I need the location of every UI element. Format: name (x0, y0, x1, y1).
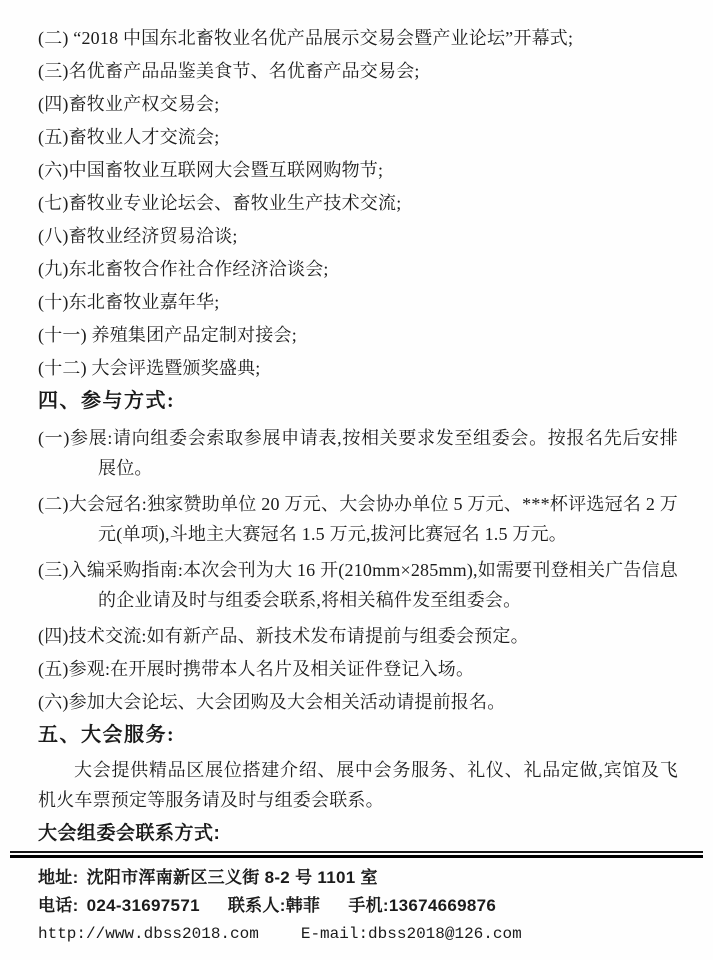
item-text: 参加大会论坛、大会团购及大会相关活动请提前报名。 (68, 692, 506, 712)
item-text: 大会评选暨颁奖盛典; (86, 358, 261, 378)
section-heading-participation: 四、参与方式: (38, 390, 176, 412)
website-url: http://www.dbss2018.com (38, 925, 259, 943)
item-text: 名优畜产品品鉴美食节、名优畜产品交易会; (68, 61, 420, 81)
item-number: (三) (38, 560, 69, 580)
item-number: (三) (38, 61, 69, 81)
item-text: 大会冠名:独家赞助单位 20 万元、大会协办单位 5 万元、***杯评选冠名 2 万元(单项),斗地主大赛冠名 1.5 万元,拔河比赛冠名 1.5 万元。 (68, 494, 678, 544)
item-text: 畜牧业产权交易会; (68, 94, 220, 114)
services-paragraph: 大会提供精品区展位搭建介绍、展中会务服务、礼仪、礼品定做,宾馆及飞机火车票预定等服务请及时与组委会联系。 (38, 760, 678, 810)
list-item (38, 23, 678, 53)
contact-person-label: 联系人: (227, 896, 286, 915)
web-row (38, 920, 678, 948)
address-label: 地址: (38, 868, 79, 887)
list-item (38, 353, 678, 383)
mobile-value: 13674669876 (388, 896, 497, 915)
item-number: (二) (38, 28, 69, 48)
item-number: (五) (38, 659, 69, 679)
phone-value: 024-31697571 (86, 896, 200, 915)
item-number: (二) (38, 494, 69, 514)
item-text: 东北畜牧合作社合作经济洽谈会; (68, 259, 329, 279)
item-text: 畜牧业专业论坛会、畜牧业生产技术交流; (68, 193, 402, 213)
phone-label: 电话: (38, 896, 79, 915)
item-number: (四) (38, 94, 69, 114)
item-number: (十一) (38, 325, 87, 345)
item-text: 东北畜牧业嘉年华; (68, 292, 220, 312)
list-item (38, 56, 678, 86)
item-text: 养殖集团产品定制对接会; (86, 325, 297, 345)
mobile-label: 手机: (348, 896, 389, 915)
list-item (38, 254, 678, 284)
list-item (38, 287, 678, 317)
item-number: (一) (38, 428, 70, 448)
list-item (38, 155, 678, 185)
list-item (38, 489, 678, 549)
item-number: (六) (38, 692, 69, 712)
item-number: (十二) (38, 358, 87, 378)
list-item (38, 221, 678, 251)
item-number: (七) (38, 193, 69, 213)
list-item (38, 122, 678, 152)
item-text: 参观:在开展时携带本人名片及相关证件登记入场。 (68, 659, 475, 679)
item-number: (四) (38, 626, 69, 646)
list-item (38, 320, 678, 350)
item-text: 入编采购指南:本次会刊为大 16 开(210mm×285mm),如需要刊登相关广告信息的企业请及时与组委会联系,将相关稿件发至组委会。 (68, 560, 678, 610)
item-text: 中国畜牧业互联网大会暨互联网购物节; (68, 160, 384, 180)
address-row (38, 864, 678, 892)
list-item (38, 89, 678, 119)
list-item (38, 423, 678, 483)
list-item (38, 687, 678, 717)
address-value: 沈阳市浑南新区三义街 8-2 号 1101 室 (86, 868, 378, 887)
item-text: 畜牧业人才交流会; (68, 127, 220, 147)
list-item (38, 188, 678, 218)
item-number: (五) (38, 127, 69, 147)
phone-row (38, 892, 678, 920)
item-text: 技术交流:如有新产品、新技术发布请提前与组委会预定。 (68, 626, 529, 646)
section-heading-services: 五、大会服务: (38, 724, 176, 746)
item-number: (九) (38, 259, 69, 279)
double-rule-divider (10, 851, 703, 858)
list-item (38, 555, 678, 615)
item-number: (八) (38, 226, 69, 246)
contact-person-name: 韩菲 (285, 896, 321, 915)
list-item (38, 654, 678, 684)
email-address: E-mail:dbss2018@126.com (300, 925, 522, 943)
item-text: “2018 中国东北畜牧业名优产品展示交易会暨产业论坛”开幕式; (68, 28, 574, 48)
list-item (38, 621, 678, 651)
contact-heading: 大会组委会联系方式: (38, 823, 221, 844)
item-text: 畜牧业经济贸易洽谈; (68, 226, 238, 246)
document-page (38, 23, 678, 960)
item-text: 参展:请向组委会索取参展申请表,按相关要求发至组委会。按报名先后安排展位。 (69, 428, 678, 478)
item-number: (六) (38, 160, 69, 180)
item-number: (十) (38, 292, 69, 312)
